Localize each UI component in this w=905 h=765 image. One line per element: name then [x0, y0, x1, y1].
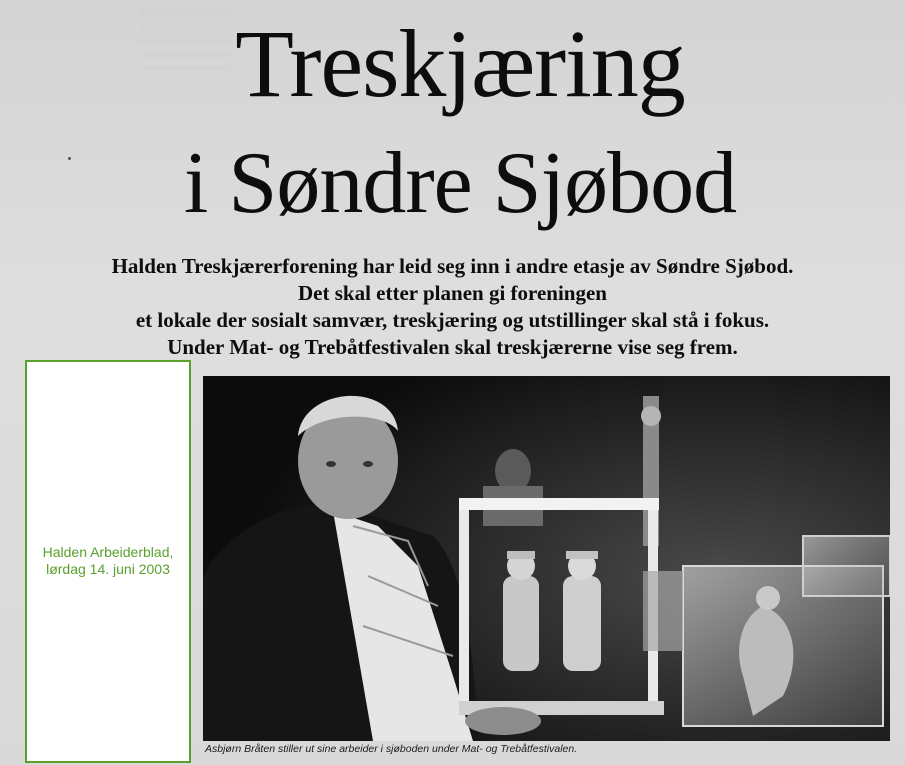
print-speck: [68, 157, 71, 160]
lead-line: et lokale der sosialt samvær, treskjæring og utstillinger skal stå i fokus.: [135, 308, 770, 332]
source-date: lørdag 14. juni 2003: [46, 561, 170, 577]
source-citation-box: [25, 360, 191, 763]
lead-line: Under Mat- og Trebåtfestivalen skal treskjærerne vise seg frem.: [167, 335, 738, 359]
lead-line: Halden Treskjærerforening har leid seg inn i andre etasje av Søndre Sjøbod.: [111, 254, 794, 278]
lead-line: Det skal etter planen gi foreningen: [298, 281, 607, 305]
carved-figure-right: [563, 576, 601, 671]
photo-illustration: [203, 376, 890, 741]
article-photo: [203, 376, 890, 741]
headline-line-1: Treskjæring: [235, 10, 685, 117]
source-citation: [27, 544, 189, 578]
carved-figure-left: [503, 576, 539, 671]
source-publication: Halden Arbeiderblad,: [42, 544, 174, 560]
headline-line-2: i Søndre Sjøbod: [183, 135, 737, 232]
display-frame: [459, 504, 469, 714]
lead-paragraph: [60, 253, 845, 361]
photo-caption: Asbjørn Bråten stiller ut sine arbeider i sjøboden under Mat- og Trebåtfestivalen.: [205, 743, 578, 755]
man-hand: [465, 707, 541, 735]
